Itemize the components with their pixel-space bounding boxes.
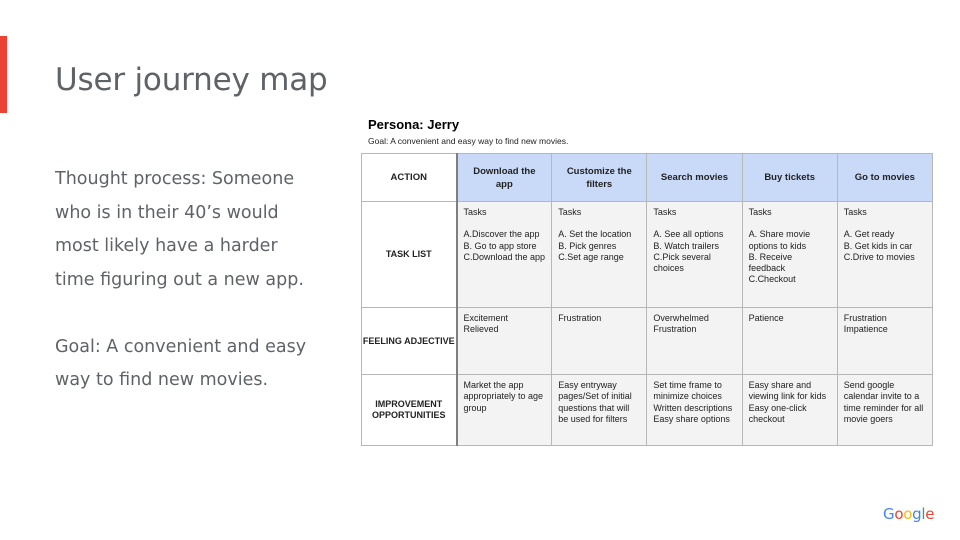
cell-text: A. See all options <box>653 229 724 240</box>
cell-text: C.Download the app <box>463 251 546 262</box>
google-logo <box>883 505 934 523</box>
cell-text: Frustration <box>558 313 602 323</box>
cell-text: A. Share movie options to kids <box>748 229 811 251</box>
task-list-row <box>362 202 933 308</box>
goal-paragraph: Goal: A convenient and easy way to find new movies. <box>55 336 307 390</box>
table-cell <box>647 308 742 375</box>
table-cell <box>647 202 742 308</box>
cell-text: C.Set age range <box>558 251 624 262</box>
cell-spacer <box>558 218 640 229</box>
table-cell <box>837 308 932 375</box>
cell-text: Impatience <box>843 324 888 335</box>
table-cell <box>552 375 647 446</box>
persona-title: Persona: Jerry <box>368 117 460 132</box>
journey-map-table <box>361 153 933 446</box>
cell-spacer <box>464 218 546 229</box>
cell-text: Tasks <box>558 207 582 217</box>
row-label: IMPROVEMENT OPPORTUNITIES <box>362 375 457 446</box>
cell-text: Written descriptions <box>653 402 733 413</box>
cell-text: A.Discover the app <box>463 229 540 240</box>
cell-text: B. Get kids in car <box>843 240 913 251</box>
cell-text: B. Go to app store <box>463 240 537 251</box>
cell-text: Tasks <box>843 207 867 217</box>
stage-header: Go to movies <box>837 154 932 202</box>
side-text <box>55 163 320 398</box>
cell-spacer <box>844 218 926 229</box>
table-cell <box>837 202 932 308</box>
cell-text: C.Pick several choices <box>653 251 711 274</box>
table-cell <box>742 202 837 308</box>
row-label: TASK LIST <box>362 202 457 308</box>
cell-spacer <box>653 218 735 229</box>
cell-text: Patience <box>748 313 784 323</box>
cell-text: Easy share and viewing link for kids <box>748 380 827 402</box>
cell-text: Easy entryway pages/Set of initial questions that will be used for filters <box>558 380 632 424</box>
cell-text: C.Checkout <box>748 274 796 285</box>
slide-title: User journey map <box>55 62 328 98</box>
cell-text: Easy share options <box>653 413 730 424</box>
accent-bar <box>0 36 7 113</box>
stage-header: Search movies <box>647 154 742 202</box>
table-cell <box>742 308 837 375</box>
cell-text: Set time frame to minimize choices <box>653 380 722 402</box>
table-cell <box>647 375 742 446</box>
cell-text: Tasks <box>748 207 772 217</box>
row-label: FEELING ADJECTIVE <box>362 308 457 375</box>
table-cell <box>552 202 647 308</box>
cell-text: B. Receive feedback <box>748 251 793 274</box>
cell-text: Frustration <box>653 324 697 335</box>
stage-header: Download the app <box>457 154 552 202</box>
cell-text: Easy one-click checkout <box>748 402 807 424</box>
cell-text: Send google calendar invite to a time reminder for all movie goers <box>843 380 924 424</box>
table-header-row <box>362 154 933 202</box>
cell-text: A. Get ready <box>843 229 895 240</box>
improvement-opportunities-row <box>362 375 933 446</box>
table-cell <box>457 202 552 308</box>
table-cell <box>457 375 552 446</box>
thought-process-paragraph: Thought process: Someone who is in their 40’s would most likely have a harder time figuring out a new app. <box>55 169 304 290</box>
stage-header: Buy tickets <box>742 154 837 202</box>
feeling-adjective-row <box>362 308 933 375</box>
cell-text: C.Drive to movies <box>843 251 915 262</box>
cell-text: Relieved <box>463 324 499 335</box>
cell-text: Tasks <box>463 207 487 217</box>
table-cell <box>742 375 837 446</box>
cell-text: Overwhelmed <box>653 313 709 323</box>
cell-spacer <box>749 218 831 229</box>
cell-text: Market the app appropriately to age group <box>463 380 544 413</box>
cell-text: B. Watch trailers <box>653 240 720 251</box>
table-cell <box>837 375 932 446</box>
google-logo-text: Google <box>883 505 935 523</box>
cell-text: A. Set the location <box>558 229 632 240</box>
stage-header: Customize the filters <box>552 154 647 202</box>
table-cell <box>552 308 647 375</box>
action-header: ACTION <box>362 154 457 202</box>
persona-goal: Goal: A convenient and easy way to find new movies. <box>368 136 569 146</box>
cell-text: Tasks <box>653 207 677 217</box>
table-cell <box>457 308 552 375</box>
cell-text: B. Pick genres <box>558 240 617 251</box>
cell-text: Excitement <box>463 313 509 323</box>
cell-text: Frustration <box>843 313 887 323</box>
